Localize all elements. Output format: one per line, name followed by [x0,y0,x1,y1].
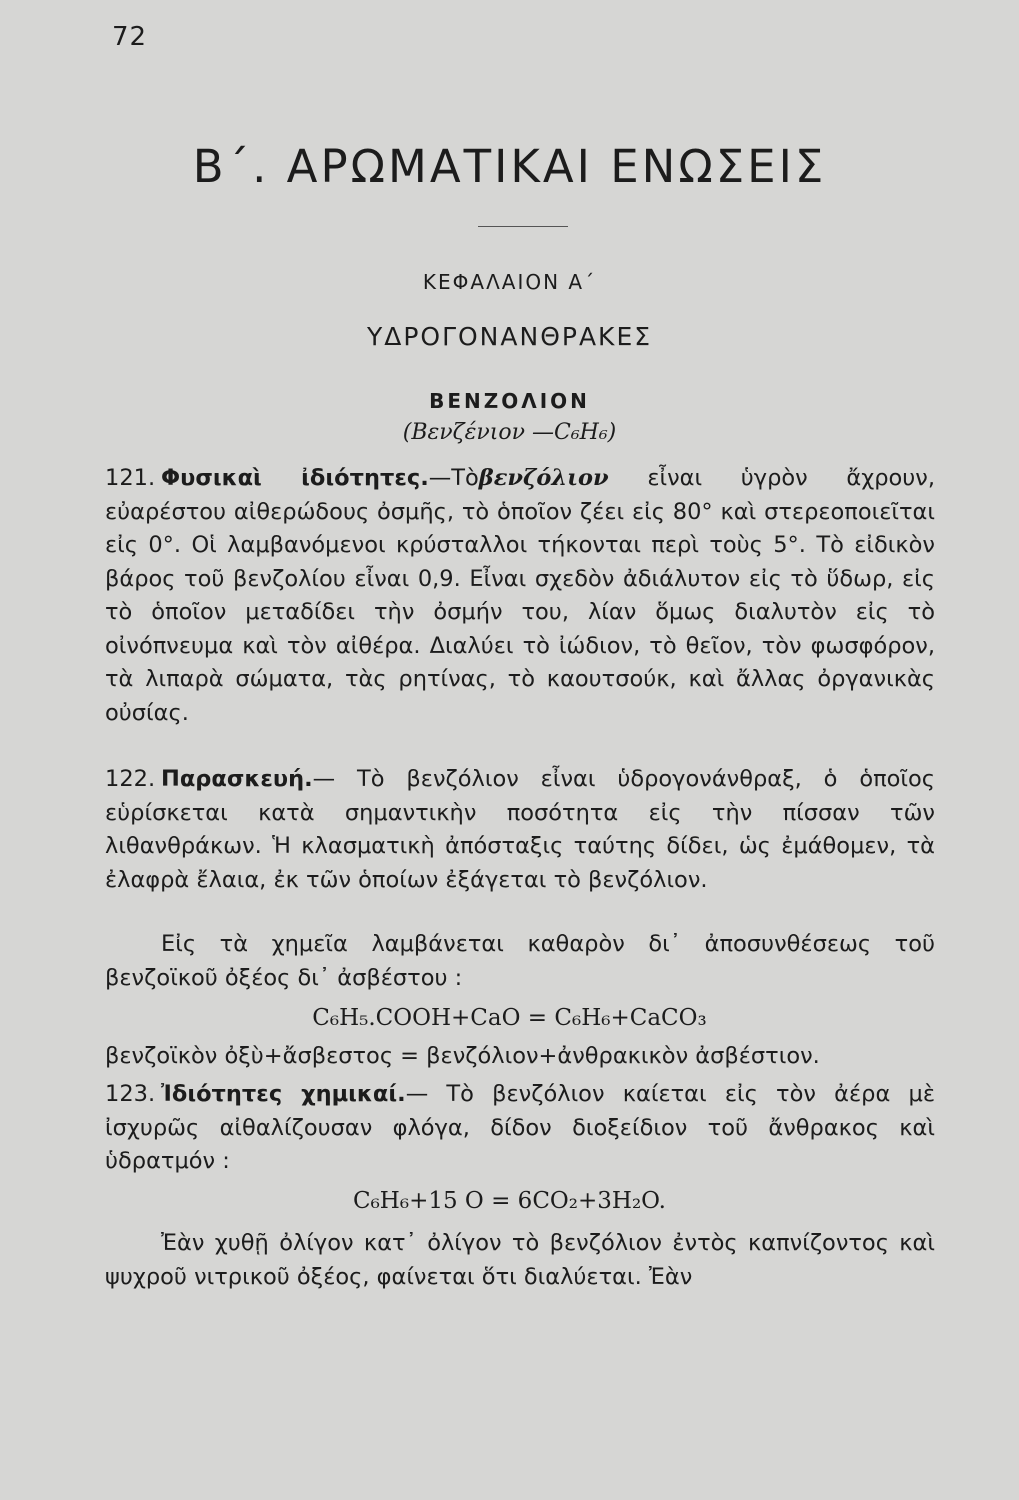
formula-words: βενζοϊκὸν ὀξὺ+ἄσβεστος = βενζόλιον+ἀνθρακικὸν ἀσβέστιον. [105,1043,820,1069]
paragraph-body: — Τὸ βενζόλιον εἶναι ὑδρογονάνθραξ, ὁ ὁποῖος εὑρίσκεται κατὰ σημαντικὴν ποσότητα εἰς τὴν πίσσαν τῶν λιθανθράκων. Ἡ κλασματικὴ ἀπόσταξις ταύτης δίδει, ὡς ἐμάθομεν, τὰ ἐλαφρὰ ἔλαια, ἐκ τῶν ὁποίων ἐξάγεται τὸ βενζόλιον. [105,766,935,893]
paragraph-heading: Παρασκευή. [161,766,313,792]
paragraph-lab-preparation: Εἰς τὰ χημεῖα λαμβάνεται καθαρὸν δι᾽ ἀποσυνθέσεως τοῦ βενζοϊκοῦ ὀξέος δι᾽ ἀσβέστου : [105,931,935,991]
formula-combustion: C₆H₆+15 O = 6CO₂+3H₂O. [352,1188,666,1214]
paragraph-nitric-acid: Ἐὰν χυθῇ ὀλίγον κατ᾽ ὀλίγον τὸ βενζόλιον ἐντὸς καπνίζοντος καὶ ψυχροῦ νιτρικοῦ ὀξέος, φαίνεται ὅτι διαλύεται. Ἐὰν [105,1230,935,1290]
title-divider [478,226,568,227]
paragraph-body: — Τὸ βενζόλιον καίεται εἰς τὸν ἀέρα μὲ ἰσχυρῶς αἰθαλίζουσαν φλόγα, δίδον διοξείδιον τοῦ ἄνθρακος καὶ ὑδρατμόν : [105,1081,935,1174]
paragraph-heading: Ἰδιότητες χημικαί. [161,1081,406,1107]
paragraph-number: 121. [105,465,156,491]
page-number: 72 [112,22,148,52]
part-title: Β΄. ΑΡΩΜΑΤΙΚΑΙ ΕΝΩΣΕΙΣ [192,140,827,193]
subject-heading: ΒΕΝΖΟΛΙΟΝ [429,389,590,413]
subject-subtitle: (Βενζένιον —C₆H₆) [402,420,617,445]
section-heading: ΥΔΡΟΓΟΝΑΝΘΡΑΚΕΣ [366,322,653,351]
paragraph-122 [105,763,935,897]
emphasized-term: βενζόλιον [478,465,609,491]
chapter-heading: ΚΕΦΑΛΑΙΟΝ Α΄ [422,270,597,294]
paragraph-121 [105,462,935,730]
paragraph-body: εἶναι ὑγρὸν ἄχρουν, εὐαρέστου αἰθερώδους ὀσμῆς, τὸ ὁποῖον ζέει εἰς 80° καὶ στερεοποιεῖται εἰς 0°. Οἱ λαμβανόμενοι κρύσταλλοι τήκονται περὶ τοὺς 5°. Τὸ εἰδικὸν βάρος τοῦ βενζολίου εἶναι 0,9. Εἶναι σχεδὸν ἀδιάλυτον εἰς τὸ ὕδωρ, εἰς τὸ ὁποῖον μεταδίδει τὴν ὀσμήν του, λίαν ὅμως διαλυτὸν εἰς τὸ οἰνόπνευμα καὶ τὸν αἰθέρα. Διαλύει τὸ ἰώδιον, τὸ θεῖον, τὸν φωσφόρον, τὰ λιπαρὰ σώματα, τὰς ρητίνας, τὸ καουτσούκ, καὶ ἄλλας ὀργανικὰς οὐσίας. [105,465,935,726]
paragraph-heading: Φυσικαὶ ἰδιότητες. [161,465,429,491]
formula-decomposition: C₆H₅.COOH+CaO = C₆H₆+CaCO₃ [312,1005,707,1031]
paragraph-number: 123. [105,1081,156,1107]
paragraph-123 [105,1078,935,1179]
paragraph-number: 122. [105,766,156,792]
paragraph-lead: —Τὸ [428,465,479,491]
